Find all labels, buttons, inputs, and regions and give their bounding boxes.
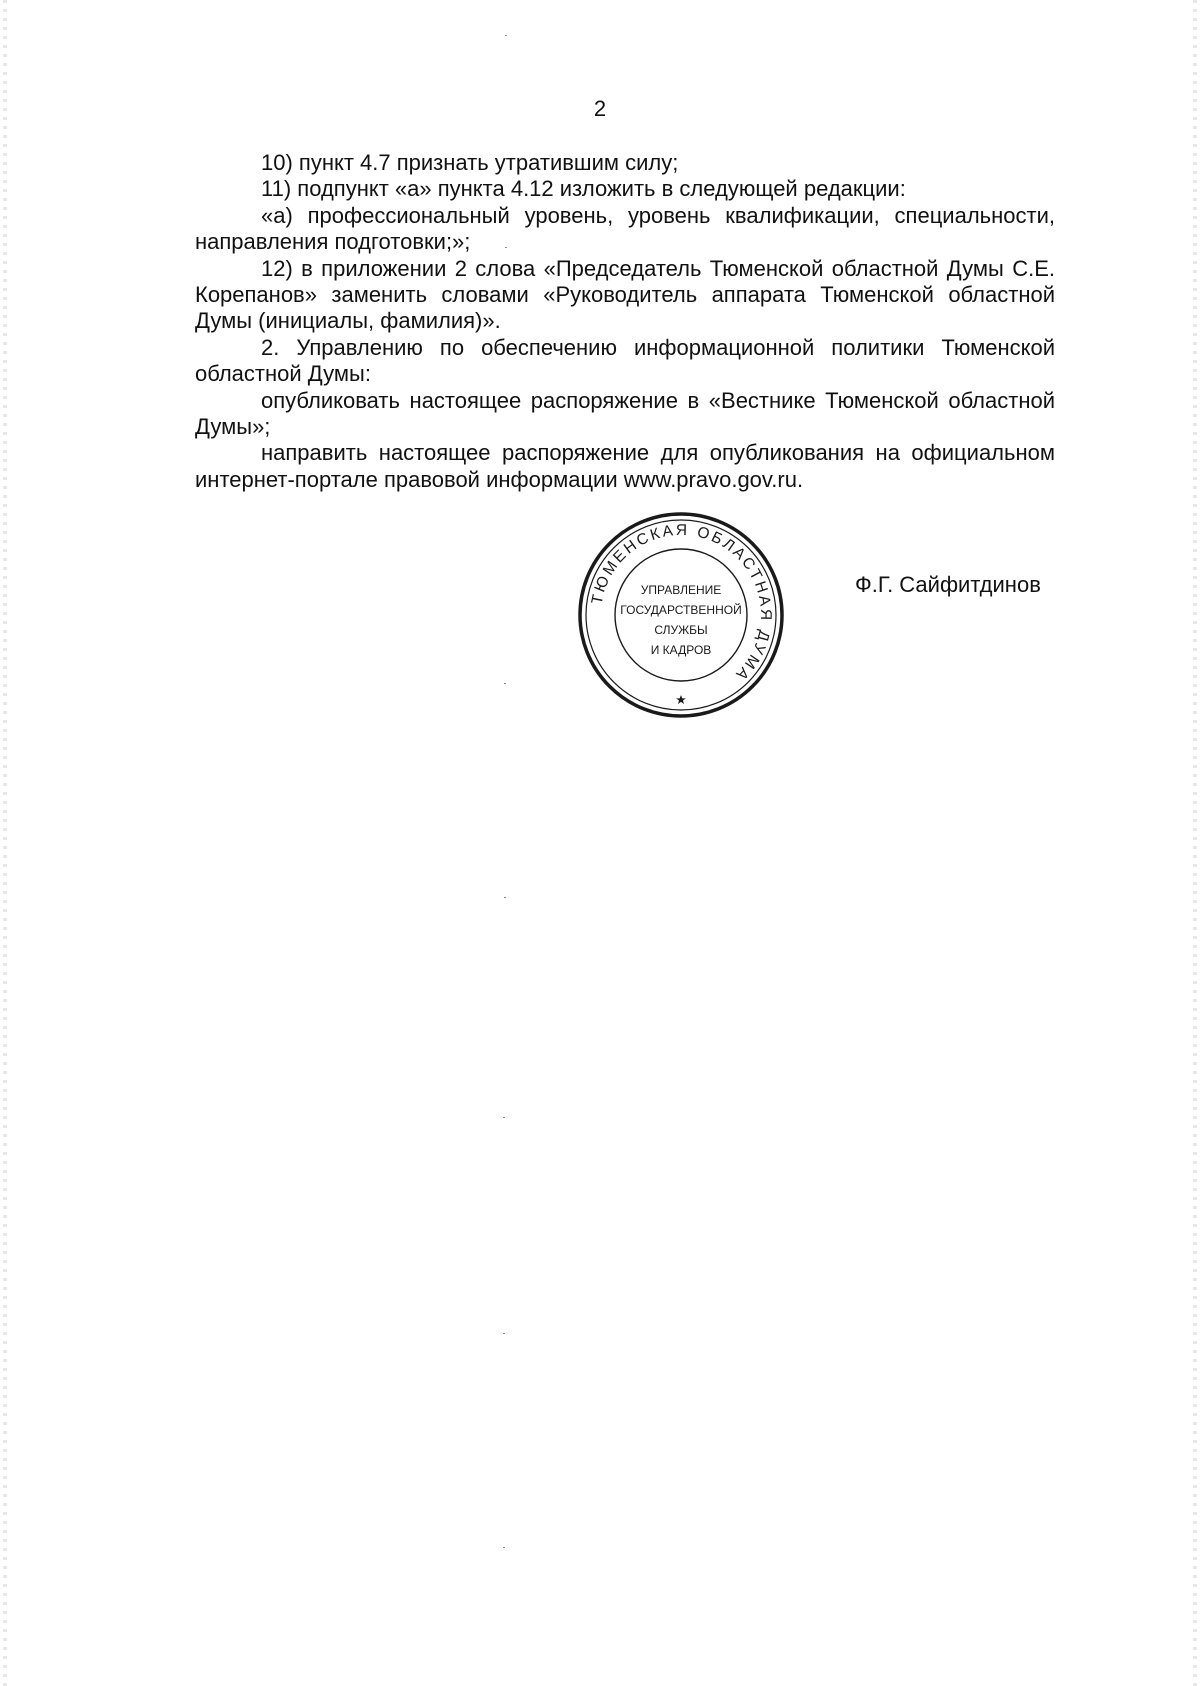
paragraph-send: направить настоящее распоряжение для опубликования на официальном интернет-портале правовой информации www.pravo.gov.ru. bbox=[195, 440, 1055, 492]
paragraph-item-10: 10) пункт 4.7 признать утратившим силу; bbox=[261, 150, 679, 175]
scan-edge-left bbox=[3, 0, 7, 1686]
scan-edge-right bbox=[1193, 0, 1197, 1686]
paragraph-publish: опубликовать настоящее распоряжение в «Вестнике Тюменской областной Думы»; bbox=[195, 387, 1055, 440]
scan-speck bbox=[505, 247, 507, 248]
seal-graphic bbox=[576, 510, 786, 720]
scan-speck bbox=[504, 897, 506, 898]
seal-inner-line-3: СЛУЖБЫ bbox=[654, 623, 708, 637]
scan-speck bbox=[503, 1117, 505, 1118]
seal-inner-line-1: УПРАВЛЕНИЕ bbox=[640, 583, 722, 597]
paragraph-section-2: 2. Управлению по обеспечению информационной политики Тюменской областной Думы: bbox=[195, 334, 1055, 387]
paragraph-item-12: 12) в приложении 2 слова «Председатель Тюменской областной Думы С.Е. Корепанов» заменить словами «Руководитель аппарата Тюменской областной Думы (инициалы, фамилия)». bbox=[195, 255, 1055, 334]
scan-speck bbox=[504, 683, 506, 684]
paragraph-subitem-a: «а) профессиональный уровень, уровень квалификации, специальности, направления подготовки;»; bbox=[195, 202, 1055, 255]
seal-star-icon bbox=[676, 695, 686, 704]
official-seal bbox=[576, 510, 786, 720]
seal-inner-line-4: И КАДРОВ bbox=[650, 643, 712, 657]
scan-speck bbox=[503, 1547, 505, 1548]
page-number: 2 bbox=[593, 96, 607, 121]
seal-outer-text: ТЮМЕНСКАЯ ОБЛАСТНАЯ ДУМА bbox=[588, 521, 775, 685]
scan-speck bbox=[503, 1333, 505, 1334]
seal-inner-line-2: ГОСУДАРСТВЕННОЙ bbox=[620, 603, 742, 617]
paragraph-item-11: 11) подпункт «а» пункта 4.12 изложить в следующей редакции: bbox=[261, 176, 906, 202]
document-body bbox=[195, 150, 1055, 493]
scan-speck bbox=[505, 35, 507, 36]
signatory-name: Ф.Г. Сайфитдинов bbox=[855, 572, 1041, 597]
